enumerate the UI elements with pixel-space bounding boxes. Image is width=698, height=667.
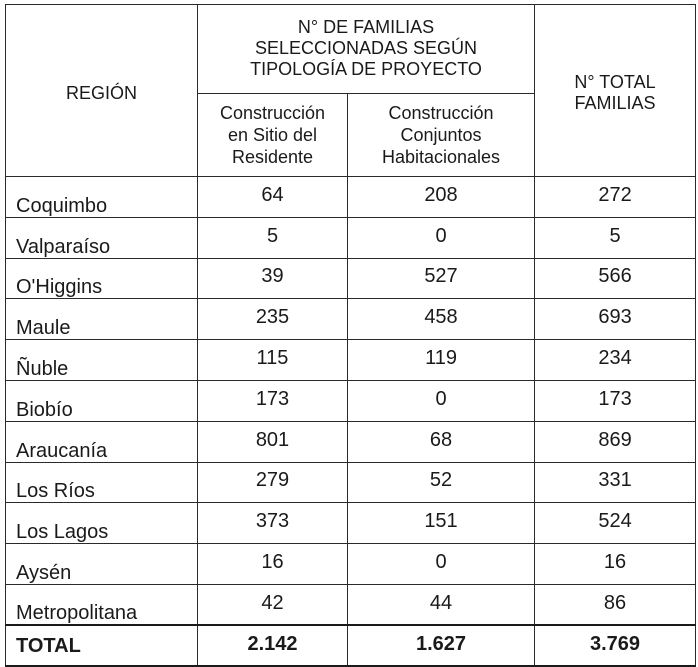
cell-conjuntos: 458 [348, 299, 535, 340]
cell-total: 869 [535, 421, 696, 462]
cell-conjuntos: 52 [348, 462, 535, 503]
cell-region: Valparaíso [6, 217, 198, 258]
cell-region: Araucanía [6, 421, 198, 462]
header-construccion-conjuntos [348, 94, 535, 177]
cell-total: 173 [535, 380, 696, 421]
cell-total: 331 [535, 462, 696, 503]
cell-region: Los Ríos [6, 462, 198, 503]
total-conjuntos: 1.627 [348, 625, 535, 666]
cell-region: Aysén [6, 544, 198, 585]
header-construccion-sitio [198, 94, 348, 177]
header-total-families [535, 5, 696, 177]
cell-total: 5 [535, 217, 696, 258]
total-label: TOTAL [6, 625, 198, 666]
cell-conjuntos: 44 [348, 584, 535, 625]
cell-sitio: 42 [198, 584, 348, 625]
cell-conjuntos: 527 [348, 258, 535, 299]
cell-region: Biobío [6, 380, 198, 421]
cell-total: 86 [535, 584, 696, 625]
header-group-families-by-typology [198, 5, 535, 94]
table-row [6, 503, 696, 544]
table-row [6, 299, 696, 340]
header-conjuntos-label: Construcción Conjuntos Habitacionales [381, 103, 501, 167]
cell-sitio: 115 [198, 340, 348, 381]
table-row [6, 584, 696, 625]
families-table [5, 4, 696, 667]
cell-sitio: 801 [198, 421, 348, 462]
table-row [6, 340, 696, 381]
cell-region: O'Higgins [6, 258, 198, 299]
cell-conjuntos: 0 [348, 544, 535, 585]
total-row [6, 625, 696, 666]
table-row [6, 421, 696, 462]
cell-sitio: 235 [198, 299, 348, 340]
cell-conjuntos: 208 [348, 177, 535, 218]
total-families: 3.769 [535, 625, 696, 666]
cell-region: Maule [6, 299, 198, 340]
cell-region: Metropolitana [6, 584, 198, 625]
cell-sitio: 279 [198, 462, 348, 503]
cell-conjuntos: 151 [348, 503, 535, 544]
cell-total: 16 [535, 544, 696, 585]
cell-conjuntos: 0 [348, 380, 535, 421]
table-row [6, 380, 696, 421]
cell-total: 272 [535, 177, 696, 218]
cell-sitio: 173 [198, 380, 348, 421]
cell-sitio: 39 [198, 258, 348, 299]
cell-total: 234 [535, 340, 696, 381]
header-total-label: N° TOTAL FAMILIAS [574, 71, 656, 113]
cell-sitio: 16 [198, 544, 348, 585]
table-row [6, 544, 696, 585]
cell-conjuntos: 119 [348, 340, 535, 381]
table-body [6, 177, 696, 667]
cell-sitio: 5 [198, 217, 348, 258]
cell-conjuntos: 0 [348, 217, 535, 258]
cell-total: 693 [535, 299, 696, 340]
total-sitio: 2.142 [198, 625, 348, 666]
cell-region: Coquimbo [6, 177, 198, 218]
cell-total: 566 [535, 258, 696, 299]
table-row [6, 462, 696, 503]
cell-total: 524 [535, 503, 696, 544]
header-group-label: N° DE FAMILIAS SELECCIONADAS SEGÚN TIPOLOGÍA DE PROYECTO [250, 16, 482, 79]
table-row [6, 177, 696, 218]
table-row [6, 217, 696, 258]
cell-sitio: 64 [198, 177, 348, 218]
cell-sitio: 373 [198, 503, 348, 544]
cell-region: Ñuble [6, 340, 198, 381]
cell-conjuntos: 68 [348, 421, 535, 462]
header-sitio-label: Construcción en Sitio del Residente [219, 103, 326, 167]
table-row [6, 258, 696, 299]
table-header [6, 5, 696, 177]
header-region: REGIÓN [6, 5, 198, 177]
cell-region: Los Lagos [6, 503, 198, 544]
